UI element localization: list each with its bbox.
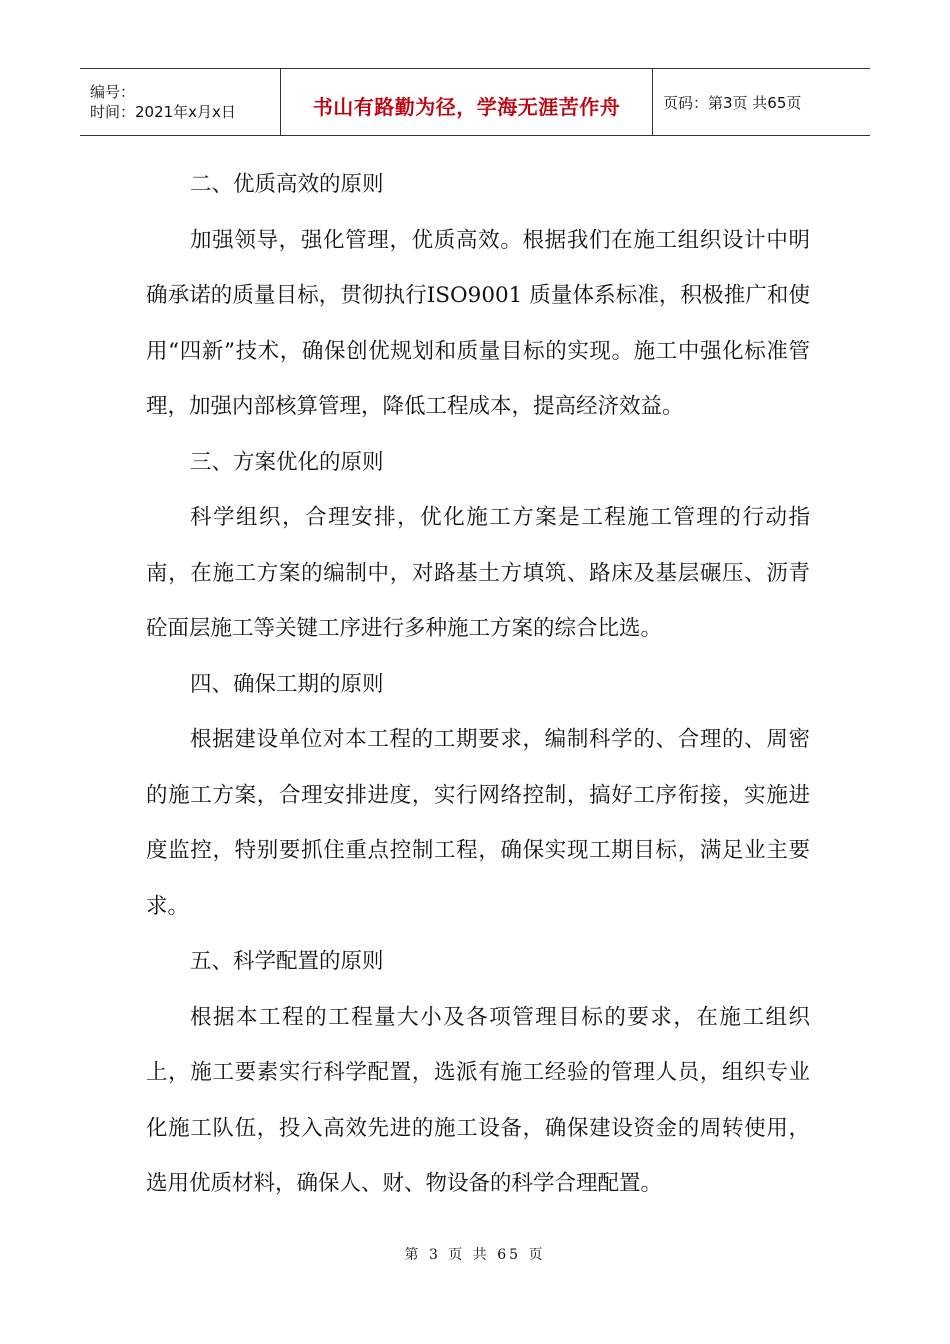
section-heading-allocation: 五、科学配置的原则 xyxy=(190,949,384,974)
header-motto: 书山有路勤为径，学海无涯苦作舟 xyxy=(312,94,621,119)
header-meta xyxy=(80,69,281,135)
document-number-label: 编号： xyxy=(90,83,136,101)
paragraph-optimization: 科学组织，合理安排，优化施工方案是工程施工管理的行动指南，在施工方案的编制中，对路基土方填筑、路床及基层碾压、沥青砼面层施工等关键工序进行多种施工方案的综合比选。 xyxy=(146,505,810,641)
page-footer xyxy=(0,1244,950,1264)
paragraph-schedule: 根据建设单位对本工程的工期要求，编制科学的、合理的、周密的施工方案，合理安排进度，实行网络控制，搞好工序衔接，实施进度监控，特别要抓住重点控制工程，确保实现工期目标，满足业主要求。 xyxy=(146,727,810,919)
paragraph-quality: 加强领导，强化管理，优质高效。根据我们在施工组织设计中明确承诺的质量目标，贯彻执行ISO9001 质量体系标准，积极推广和使用“四新”技术，确保创优规划和质量目标的实现。施工中强化标准管理，加强内部核算管理，降低工程成本，提高经济效益。 xyxy=(146,227,810,419)
document-body xyxy=(146,157,810,1212)
paragraph-allocation: 根据本工程的工程量大小及各项管理目标的要求，在施工组织上，施工要素实行科学配置，选派有施工经验的管理人员，组织专业化施工队伍，投入高效先进的施工设备，确保建设资金的周转使用，选用优质材料，确保人、财、物设备的科学合理配置。 xyxy=(146,1004,810,1196)
section-heading-optimization: 三、方案优化的原则 xyxy=(190,449,384,475)
document-time-label: 时间：2021年x月x日 xyxy=(90,103,236,121)
section-heading-schedule: 四、确保工期的原则 xyxy=(190,671,384,697)
section-heading-quality: 二、优质高效的原则 xyxy=(190,172,384,197)
header-page-info: 页码：第3页 共65页 xyxy=(663,93,802,112)
header-motto-cell xyxy=(281,69,653,135)
footer-page-number: 第 3 页 共 65 页 xyxy=(404,1247,546,1263)
page-header xyxy=(80,68,870,136)
header-page-info-cell xyxy=(653,69,870,135)
